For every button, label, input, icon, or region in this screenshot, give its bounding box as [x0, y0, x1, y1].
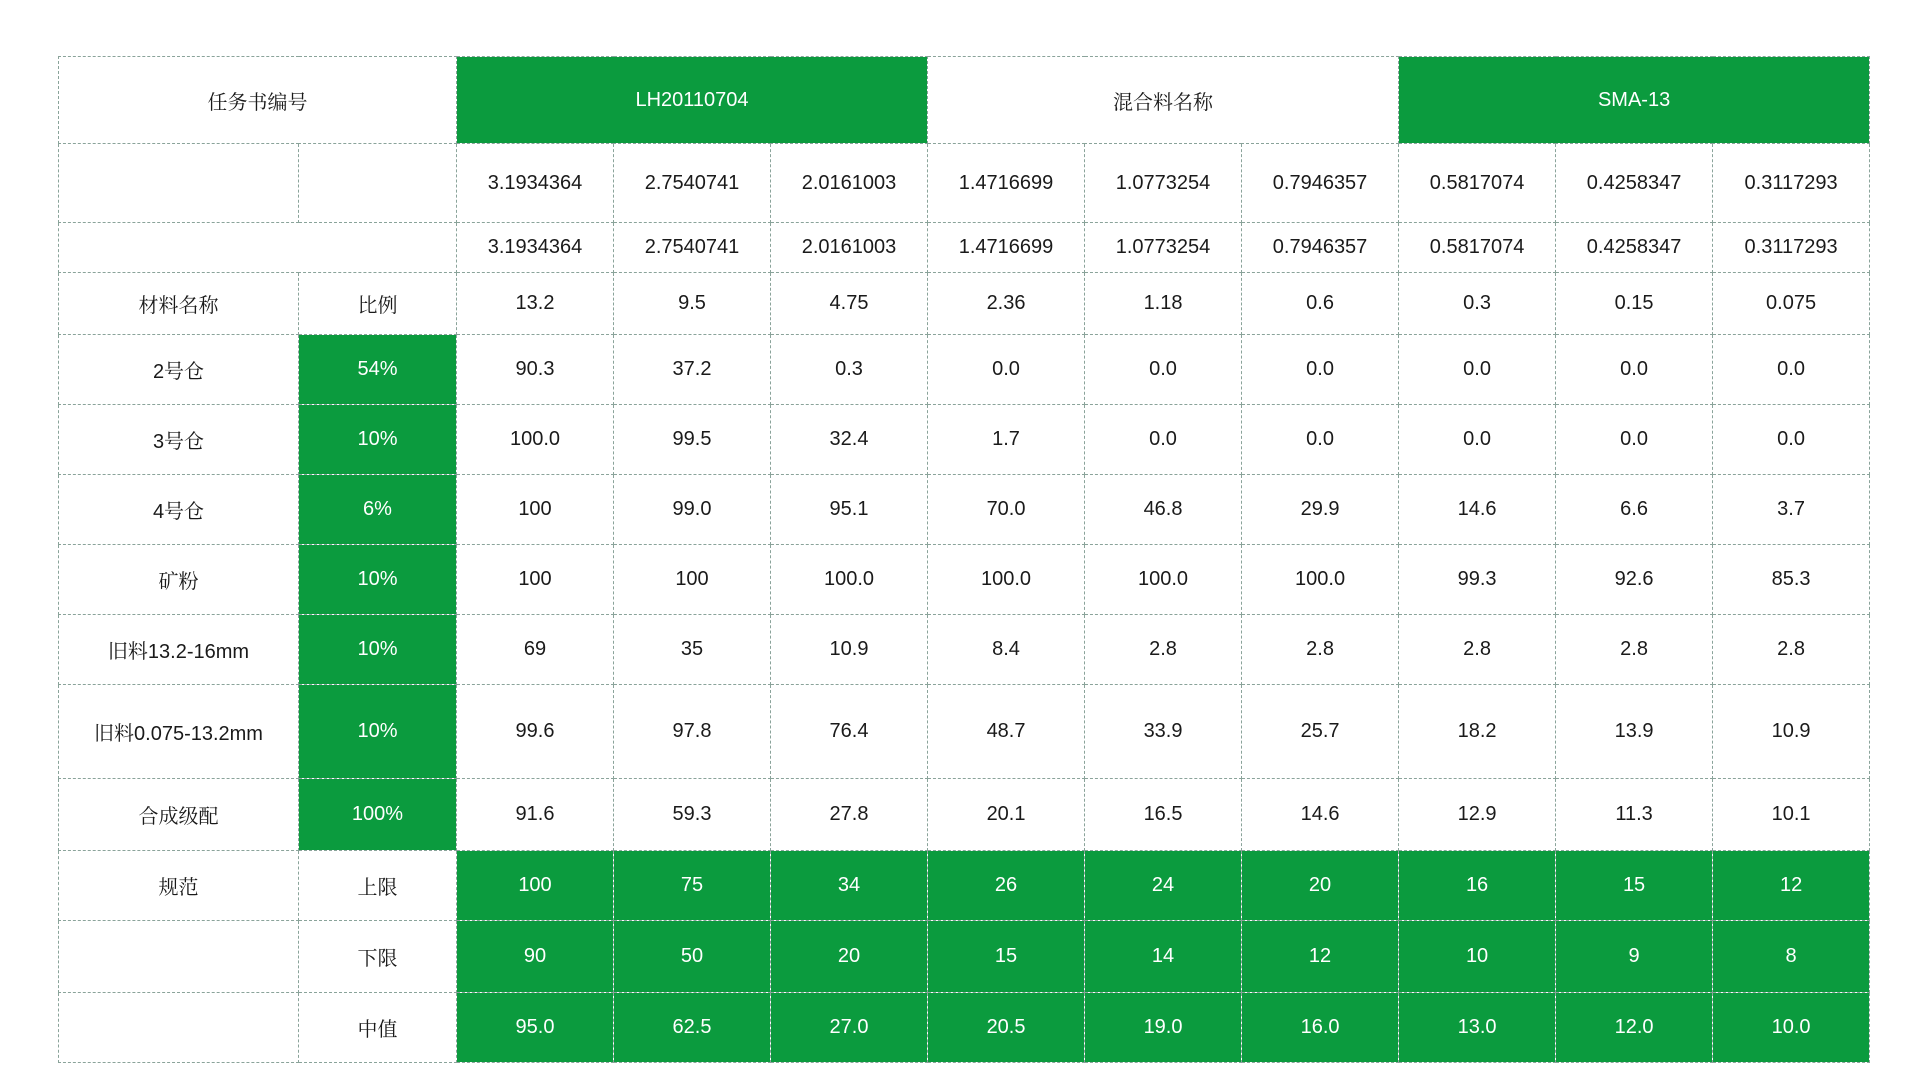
sieve-aperture-row-a — [59, 144, 1870, 223]
material-ratio-cell: 100% — [299, 779, 457, 851]
empty-cell — [59, 223, 457, 273]
sieve-aperture-row-b — [59, 223, 1870, 273]
passing-value-cell: 0.0 — [1242, 405, 1399, 475]
passing-value-cell: 32.4 — [771, 405, 928, 475]
passing-value-cell: 91.6 — [457, 779, 614, 851]
spec-value-cell: 90 — [457, 921, 614, 993]
sieve-size-cell: 4.75 — [771, 273, 928, 335]
aperture-value-cell: 0.7946357 — [1242, 223, 1399, 273]
spec-limit-name-cell: 下限 — [299, 921, 457, 993]
sieve-size-cell: 0.6 — [1242, 273, 1399, 335]
sieve-size-cell: 0.075 — [1713, 273, 1870, 335]
sieve-size-cell: 13.2 — [457, 273, 614, 335]
passing-value-cell: 0.0 — [1713, 335, 1870, 405]
sieve-size-cell: 2.36 — [928, 273, 1085, 335]
spec-limit-name-cell: 中值 — [299, 993, 457, 1063]
aperture-value-cell: 1.0773254 — [1085, 144, 1242, 223]
passing-value-cell: 0.0 — [1556, 335, 1713, 405]
spec-value-cell: 20 — [771, 921, 928, 993]
material-row — [59, 405, 1870, 475]
aperture-value-cell: 0.3117293 — [1713, 144, 1870, 223]
passing-value-cell: 37.2 — [614, 335, 771, 405]
material-ratio-cell: 10% — [299, 405, 457, 475]
spec-value-cell: 95.0 — [457, 993, 614, 1063]
passing-value-cell: 99.3 — [1399, 545, 1556, 615]
passing-value-cell: 85.3 — [1713, 545, 1870, 615]
passing-value-cell: 14.6 — [1399, 475, 1556, 545]
aperture-value-cell: 0.5817074 — [1399, 144, 1556, 223]
spec-row — [59, 921, 1870, 993]
passing-value-cell: 33.9 — [1085, 685, 1242, 779]
passing-value-cell: 92.6 — [1556, 545, 1713, 615]
aperture-value-cell: 3.1934364 — [457, 144, 614, 223]
header-row — [59, 57, 1870, 144]
passing-value-cell: 97.8 — [614, 685, 771, 779]
spec-value-cell: 12.0 — [1556, 993, 1713, 1063]
spec-value-cell: 62.5 — [614, 993, 771, 1063]
passing-value-cell: 10.9 — [771, 615, 928, 685]
material-name-cell: 3号仓 — [59, 405, 299, 475]
spec-row — [59, 851, 1870, 921]
material-ratio-cell: 54% — [299, 335, 457, 405]
material-row — [59, 335, 1870, 405]
aperture-value-cell: 0.3117293 — [1713, 223, 1870, 273]
ratio-label: 比例 — [299, 273, 457, 335]
passing-value-cell: 35 — [614, 615, 771, 685]
passing-value-cell: 46.8 — [1085, 475, 1242, 545]
passing-value-cell: 2.8 — [1085, 615, 1242, 685]
passing-value-cell: 10.9 — [1713, 685, 1870, 779]
spec-value-cell: 8 — [1713, 921, 1870, 993]
passing-value-cell: 76.4 — [771, 685, 928, 779]
aperture-value-cell: 2.0161003 — [771, 223, 928, 273]
passing-value-cell: 100.0 — [1242, 545, 1399, 615]
spec-value-cell: 14 — [1085, 921, 1242, 993]
aperture-value-cell: 0.4258347 — [1556, 144, 1713, 223]
passing-value-cell: 10.1 — [1713, 779, 1870, 851]
passing-value-cell: 20.1 — [928, 779, 1085, 851]
passing-value-cell: 0.0 — [1556, 405, 1713, 475]
spec-value-cell: 27.0 — [771, 993, 928, 1063]
aperture-value-cell: 2.7540741 — [614, 144, 771, 223]
task-number-value: LH20110704 — [457, 57, 928, 144]
empty-cell — [299, 144, 457, 223]
mix-name-value: SMA-13 — [1399, 57, 1870, 144]
sieve-size-cell: 1.18 — [1085, 273, 1242, 335]
spec-value-cell: 20 — [1242, 851, 1399, 921]
passing-value-cell: 59.3 — [614, 779, 771, 851]
material-ratio-cell: 10% — [299, 615, 457, 685]
material-ratio-cell: 10% — [299, 545, 457, 615]
passing-value-cell: 2.8 — [1399, 615, 1556, 685]
material-ratio-cell: 10% — [299, 685, 457, 779]
passing-value-cell: 11.3 — [1556, 779, 1713, 851]
material-ratio-cell: 6% — [299, 475, 457, 545]
spec-value-cell: 50 — [614, 921, 771, 993]
material-name-cell: 矿粉 — [59, 545, 299, 615]
material-row — [59, 475, 1870, 545]
material-name-cell: 2号仓 — [59, 335, 299, 405]
material-row — [59, 545, 1870, 615]
spec-value-cell: 10.0 — [1713, 993, 1870, 1063]
passing-value-cell: 13.9 — [1556, 685, 1713, 779]
mix-name-label: 混合料名称 — [928, 57, 1399, 144]
aperture-value-cell: 0.5817074 — [1399, 223, 1556, 273]
passing-value-cell: 0.0 — [1399, 335, 1556, 405]
passing-value-cell: 70.0 — [928, 475, 1085, 545]
spec-value-cell: 16 — [1399, 851, 1556, 921]
sieve-size-cell: 9.5 — [614, 273, 771, 335]
passing-value-cell: 99.5 — [614, 405, 771, 475]
passing-value-cell: 90.3 — [457, 335, 614, 405]
spec-value-cell: 75 — [614, 851, 771, 921]
passing-value-cell: 2.8 — [1242, 615, 1399, 685]
passing-value-cell: 99.0 — [614, 475, 771, 545]
passing-value-cell: 0.0 — [1085, 335, 1242, 405]
spec-value-cell: 9 — [1556, 921, 1713, 993]
passing-value-cell: 95.1 — [771, 475, 928, 545]
passing-value-cell: 0.0 — [1713, 405, 1870, 475]
sieve-size-row — [59, 273, 1870, 335]
spec-label-cell: 规范 — [59, 851, 299, 921]
passing-value-cell: 100.0 — [457, 405, 614, 475]
passing-value-cell: 18.2 — [1399, 685, 1556, 779]
passing-value-cell: 0.0 — [1085, 405, 1242, 475]
aperture-value-cell: 3.1934364 — [457, 223, 614, 273]
passing-value-cell: 100.0 — [1085, 545, 1242, 615]
passing-value-cell: 99.6 — [457, 685, 614, 779]
spec-value-cell: 26 — [928, 851, 1085, 921]
material-name-cell: 旧料0.075-13.2mm — [59, 685, 299, 779]
spec-value-cell: 15 — [928, 921, 1085, 993]
spec-value-cell: 15 — [1556, 851, 1713, 921]
material-row — [59, 779, 1870, 851]
material-name-label: 材料名称 — [59, 273, 299, 335]
aperture-value-cell: 2.7540741 — [614, 223, 771, 273]
sieve-size-cell: 0.3 — [1399, 273, 1556, 335]
spec-value-cell: 100 — [457, 851, 614, 921]
aperture-value-cell: 1.4716699 — [928, 223, 1085, 273]
gradation-table — [58, 56, 1870, 1063]
spec-row — [59, 993, 1870, 1063]
passing-value-cell: 100 — [457, 475, 614, 545]
spec-value-cell: 34 — [771, 851, 928, 921]
aperture-value-cell: 1.0773254 — [1085, 223, 1242, 273]
passing-value-cell: 100 — [457, 545, 614, 615]
spec-value-cell: 12 — [1713, 851, 1870, 921]
spec-value-cell: 24 — [1085, 851, 1242, 921]
passing-value-cell: 25.7 — [1242, 685, 1399, 779]
passing-value-cell: 6.6 — [1556, 475, 1713, 545]
empty-cell — [59, 993, 299, 1063]
spec-value-cell: 19.0 — [1085, 993, 1242, 1063]
passing-value-cell: 2.8 — [1556, 615, 1713, 685]
spec-value-cell: 16.0 — [1242, 993, 1399, 1063]
material-name-cell: 旧料13.2-16mm — [59, 615, 299, 685]
passing-value-cell: 16.5 — [1085, 779, 1242, 851]
passing-value-cell: 3.7 — [1713, 475, 1870, 545]
passing-value-cell: 14.6 — [1242, 779, 1399, 851]
passing-value-cell: 8.4 — [928, 615, 1085, 685]
spec-value-cell: 20.5 — [928, 993, 1085, 1063]
sieve-size-cell: 0.15 — [1556, 273, 1713, 335]
passing-value-cell: 100 — [614, 545, 771, 615]
material-name-cell: 合成级配 — [59, 779, 299, 851]
passing-value-cell: 29.9 — [1242, 475, 1399, 545]
passing-value-cell: 27.8 — [771, 779, 928, 851]
passing-value-cell: 100.0 — [928, 545, 1085, 615]
passing-value-cell: 100.0 — [771, 545, 928, 615]
material-row — [59, 685, 1870, 779]
material-row — [59, 615, 1870, 685]
aperture-value-cell: 0.4258347 — [1556, 223, 1713, 273]
spec-limit-name-cell: 上限 — [299, 851, 457, 921]
passing-value-cell: 0.0 — [928, 335, 1085, 405]
passing-value-cell: 0.3 — [771, 335, 928, 405]
passing-value-cell: 69 — [457, 615, 614, 685]
aperture-value-cell: 0.7946357 — [1242, 144, 1399, 223]
passing-value-cell: 0.0 — [1399, 405, 1556, 475]
passing-value-cell: 2.8 — [1713, 615, 1870, 685]
passing-value-cell: 1.7 — [928, 405, 1085, 475]
empty-cell — [59, 921, 299, 993]
spec-value-cell: 13.0 — [1399, 993, 1556, 1063]
aperture-value-cell: 2.0161003 — [771, 144, 928, 223]
spec-value-cell: 12 — [1242, 921, 1399, 993]
passing-value-cell: 0.0 — [1242, 335, 1399, 405]
passing-value-cell: 48.7 — [928, 685, 1085, 779]
passing-value-cell: 12.9 — [1399, 779, 1556, 851]
aperture-value-cell: 1.4716699 — [928, 144, 1085, 223]
empty-cell — [59, 144, 299, 223]
task-number-label: 任务书编号 — [59, 57, 457, 144]
spec-value-cell: 10 — [1399, 921, 1556, 993]
material-name-cell: 4号仓 — [59, 475, 299, 545]
